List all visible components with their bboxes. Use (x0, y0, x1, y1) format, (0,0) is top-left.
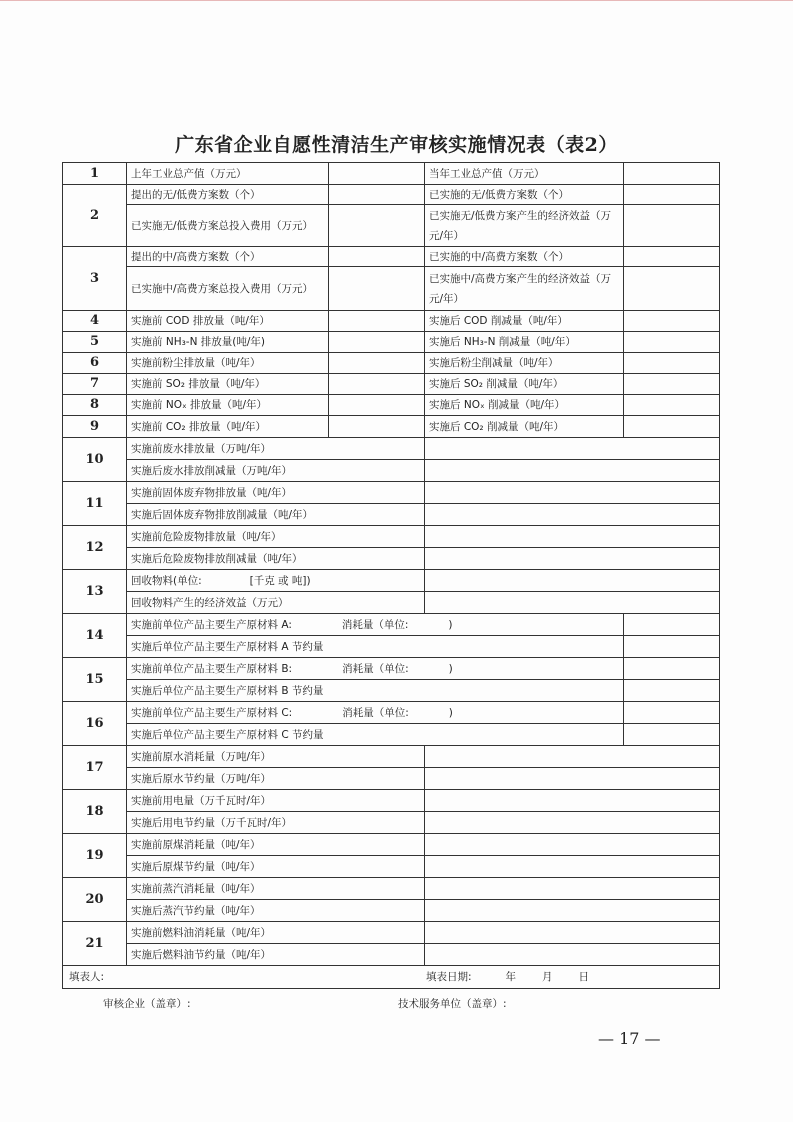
audit-company-label: 审核企业（盖章）: (103, 998, 191, 1010)
row-label: 实施前燃料油消耗量（吨/年） (127, 922, 425, 944)
paren-close: ) (448, 706, 453, 719)
row-number: 21 (63, 922, 127, 966)
row-label: 实施前 CO₂ 排放量（吨/年） (127, 416, 329, 438)
value-cell[interactable] (624, 680, 720, 702)
row-number: 18 (63, 790, 127, 834)
row-label: 实施后单位产品主要生产原材料 C 节约量 (127, 724, 624, 746)
table-row (63, 460, 720, 482)
material-label: 实施前单位产品主要生产原材料 C: (131, 706, 293, 719)
row-number: 1 (63, 163, 127, 185)
table-row (63, 332, 720, 353)
value-cell[interactable] (624, 163, 720, 185)
row-label: 实施后 NH₃-N 削减量（吨/年） (425, 332, 624, 353)
value-cell[interactable] (425, 460, 720, 482)
value-cell[interactable] (425, 526, 720, 548)
row-label: 实施前用电量（万千瓦时/年） (127, 790, 425, 812)
table-row (63, 834, 720, 856)
page-number: — 17 — (598, 1029, 661, 1048)
implementation-table (62, 162, 720, 989)
row-label: 实施后粉尘削减量（吨/年） (425, 353, 624, 374)
value-cell[interactable] (624, 353, 720, 374)
table-row (63, 247, 720, 267)
value-cell[interactable] (425, 438, 720, 460)
value-cell[interactable] (329, 353, 425, 374)
value-cell[interactable] (624, 395, 720, 416)
row-label: 提出的无/低费方案数（个） (127, 185, 329, 205)
row-label (127, 614, 624, 636)
table-row (63, 311, 720, 332)
value-cell[interactable] (425, 548, 720, 570)
value-cell[interactable] (425, 944, 720, 966)
date-day: 日 (578, 971, 589, 983)
value-cell[interactable] (329, 311, 425, 332)
row-label: 实施前粉尘排放量（吨/年） (127, 353, 329, 374)
row-number: 20 (63, 878, 127, 922)
table-row (63, 790, 720, 812)
row-label: 实施前原煤消耗量（吨/年） (127, 834, 425, 856)
value-cell[interactable] (329, 185, 425, 205)
row-number: 3 (63, 247, 127, 311)
row-label: 实施后危险废物排放削减量（吨/年） (127, 548, 425, 570)
row-number: 19 (63, 834, 127, 878)
table-row (63, 878, 720, 900)
row-label: 已实施无/低费方案产生的经济效益（万元/年） (425, 205, 624, 247)
row-number: 6 (63, 353, 127, 374)
value-cell[interactable] (425, 504, 720, 526)
row-label: 实施后 CO₂ 削减量（吨/年） (425, 416, 624, 438)
value-cell[interactable] (425, 570, 720, 592)
value-cell[interactable] (624, 247, 720, 267)
row-label: 实施后燃料油节约量（吨/年） (127, 944, 425, 966)
row-label: 实施前蒸汽消耗量（吨/年） (127, 878, 425, 900)
table-row (63, 570, 720, 592)
row-label: 已实施中/高费方案产生的经济效益（万元/年） (425, 267, 624, 311)
material-label: 实施前单位产品主要生产原材料 B: (131, 662, 293, 675)
value-cell[interactable] (624, 311, 720, 332)
value-cell[interactable] (624, 724, 720, 746)
value-cell[interactable] (329, 205, 425, 247)
table-row (63, 944, 720, 966)
table-row (63, 395, 720, 416)
value-cell[interactable] (624, 374, 720, 395)
table-row (63, 353, 720, 374)
material-label: 实施前单位产品主要生产原材料 A: (131, 618, 292, 631)
row-label (127, 570, 425, 592)
table-row (63, 922, 720, 944)
filler-label: 填表人: (69, 971, 105, 983)
table-row (63, 746, 720, 768)
table-row (63, 812, 720, 834)
table-row (63, 900, 720, 922)
row-label: 已实施的无/低费方案数（个） (425, 185, 624, 205)
row-label: 实施前 NH₃-N 排放量(吨/年) (127, 332, 329, 353)
value-cell[interactable] (425, 856, 720, 878)
row-label: 实施后原水节约量（万吨/年） (127, 768, 425, 790)
value-cell[interactable] (425, 746, 720, 768)
value-cell[interactable] (329, 247, 425, 267)
fill-date-label: 填表日期: (425, 971, 472, 983)
row-number: 13 (63, 570, 127, 614)
value-cell[interactable] (425, 768, 720, 790)
value-cell[interactable] (425, 790, 720, 812)
row-number: 9 (63, 416, 127, 438)
row-label: 实施前原水消耗量（万吨/年） (127, 746, 425, 768)
consumption-label: 消耗量（单位: (342, 706, 409, 719)
signature-row (63, 966, 720, 989)
table-row (63, 658, 720, 680)
row-number: 7 (63, 374, 127, 395)
row-number: 14 (63, 614, 127, 658)
paren-close: ) (448, 618, 453, 631)
table-row (63, 856, 720, 878)
row-label: 已实施无/低费方案总投入费用（万元） (127, 205, 329, 247)
row-number: 11 (63, 482, 127, 526)
row-label: 实施后 COD 削减量（吨/年） (425, 311, 624, 332)
table-row (63, 768, 720, 790)
row-number: 12 (63, 526, 127, 570)
value-cell[interactable] (425, 812, 720, 834)
row-label: 回收物料产生的经济效益（万元） (127, 592, 425, 614)
table-row (63, 163, 720, 185)
date-month: 月 (542, 971, 553, 983)
row-number: 16 (63, 702, 127, 746)
row-label (127, 658, 624, 680)
value-cell[interactable] (425, 922, 720, 944)
row-number: 2 (63, 185, 127, 247)
row-label: 当年工业总产值（万元） (425, 163, 624, 185)
value-cell[interactable] (329, 332, 425, 353)
value-cell[interactable] (624, 614, 720, 636)
table-row (63, 724, 720, 746)
row-label: 实施前 NOₓ 排放量（吨/年） (127, 395, 329, 416)
row-label: 实施前固体废弃物排放量（吨/年） (127, 482, 425, 504)
value-cell[interactable] (425, 592, 720, 614)
row-number: 5 (63, 332, 127, 353)
table-row (63, 636, 720, 658)
row-label: 实施后废水排放削减量（万吨/年） (127, 460, 425, 482)
row-label: 提出的中/高费方案数（个） (127, 247, 329, 267)
row-label: 实施后单位产品主要生产原材料 B 节约量 (127, 680, 624, 702)
table-row (63, 374, 720, 395)
value-cell[interactable] (329, 395, 425, 416)
page-title: 广东省企业自愿性清洁生产审核实施情况表（表2） (175, 134, 618, 156)
table-row (63, 504, 720, 526)
value-cell[interactable] (329, 374, 425, 395)
row-number: 17 (63, 746, 127, 790)
value-cell[interactable] (425, 834, 720, 856)
table-row (63, 438, 720, 460)
value-cell[interactable] (624, 658, 720, 680)
top-edge-line (0, 0, 793, 1)
consumption-label: 消耗量（单位: (341, 618, 409, 631)
row-label: 实施前危险废物排放量（吨/年） (127, 526, 425, 548)
table-row (63, 592, 720, 614)
row-label (127, 702, 624, 724)
row-label: 实施后原煤节约量（吨/年） (127, 856, 425, 878)
table-row (63, 185, 720, 205)
row-label: 实施前 SO₂ 排放量（吨/年） (127, 374, 329, 395)
table-row (63, 680, 720, 702)
consumption-label: 消耗量（单位: (342, 662, 409, 675)
value-cell[interactable] (624, 332, 720, 353)
row-label: 实施后 SO₂ 削减量（吨/年） (425, 374, 624, 395)
row-label: 实施后用电节约量（万千瓦时/年） (127, 812, 425, 834)
table-row (63, 526, 720, 548)
row-label: 实施后 NOₓ 削减量（吨/年） (425, 395, 624, 416)
table-row (63, 416, 720, 438)
paren-close: ) (448, 662, 453, 675)
table-row (63, 205, 720, 247)
row-number: 4 (63, 311, 127, 332)
value-cell[interactable] (329, 163, 425, 185)
row-number: 10 (63, 438, 127, 482)
row-label: 已实施的中/高费方案数（个） (425, 247, 624, 267)
unit-options: [千克 或 吨]) (249, 574, 311, 587)
value-cell[interactable] (329, 267, 425, 311)
value-cell[interactable] (425, 878, 720, 900)
value-cell[interactable] (624, 636, 720, 658)
row-label: 实施前 COD 排放量（吨/年） (127, 311, 329, 332)
table-row (63, 482, 720, 504)
value-cell[interactable] (425, 482, 720, 504)
table-row (63, 548, 720, 570)
row-label: 上年工业总产值（万元） (127, 163, 329, 185)
recycled-material-label: 回收物料(单位: (131, 574, 202, 587)
row-label: 实施后蒸汽节约量（吨/年） (127, 900, 425, 922)
value-cell[interactable] (624, 702, 720, 724)
table-row (63, 267, 720, 311)
tech-service-label: 技术服务单位（盖章）: (398, 998, 507, 1010)
row-label: 实施后单位产品主要生产原材料 A 节约量 (127, 636, 624, 658)
row-label: 实施后固体废弃物排放削减量（吨/年） (127, 504, 425, 526)
row-number: 15 (63, 658, 127, 702)
value-cell[interactable] (329, 416, 425, 438)
value-cell[interactable] (425, 900, 720, 922)
row-number: 8 (63, 395, 127, 416)
row-label: 已实施中/高费方案总投入费用（万元） (127, 267, 329, 311)
value-cell[interactable] (624, 205, 720, 247)
value-cell[interactable] (624, 185, 720, 205)
date-year: 年 (505, 971, 516, 983)
table-row (63, 702, 720, 724)
value-cell[interactable] (624, 267, 720, 311)
table-row (63, 614, 720, 636)
value-cell[interactable] (624, 416, 720, 438)
row-label: 实施前废水排放量（万吨/年） (127, 438, 425, 460)
